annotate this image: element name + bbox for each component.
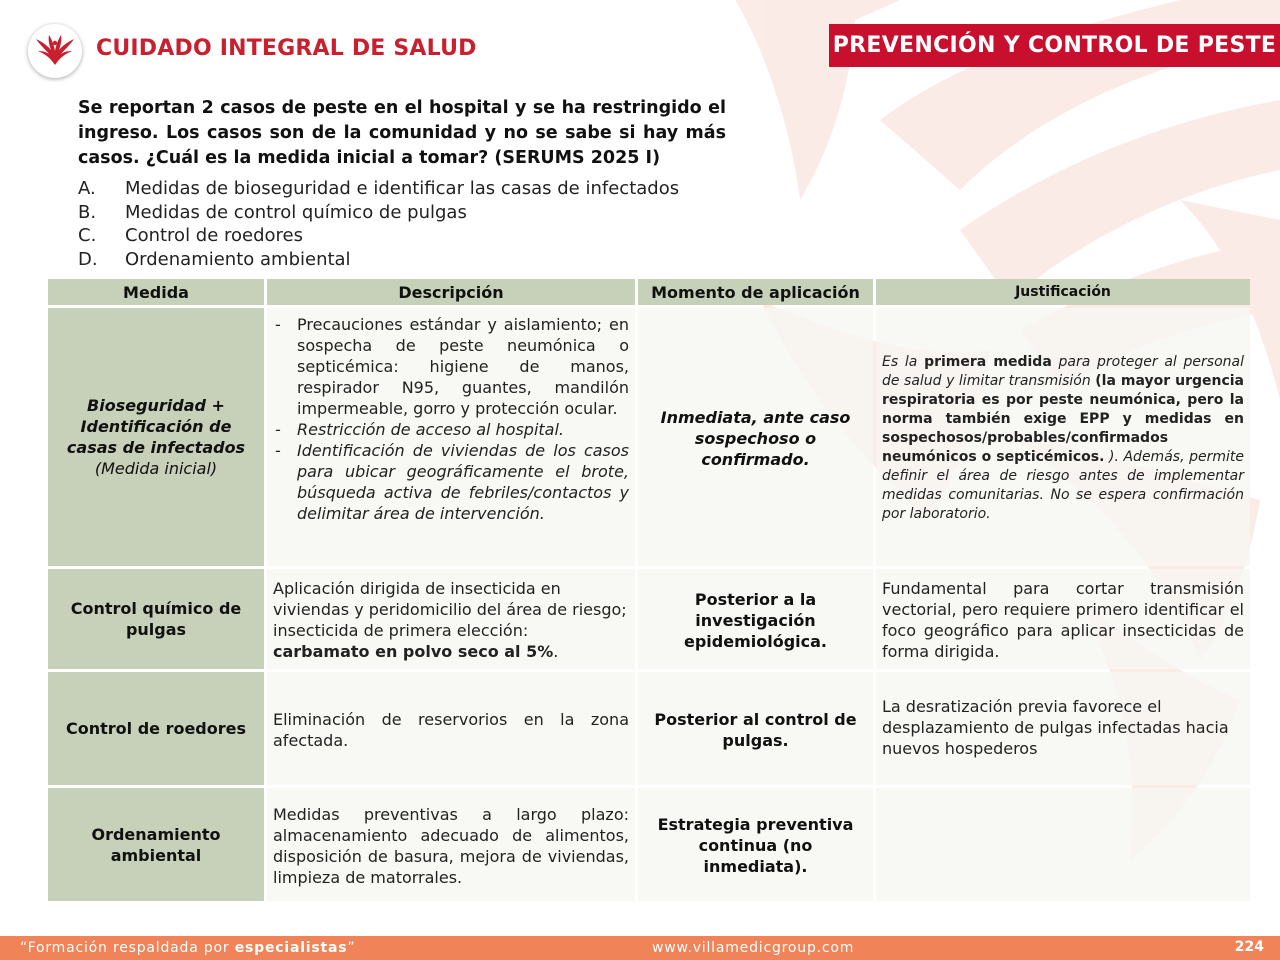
cell-justificacion: Fundamental para cortar transmisión vectorial, pero requiere primero identificar el foco geográfico para aplicar insecticidas de forma dirigida. [876, 569, 1250, 669]
option-a [78, 177, 778, 201]
cell-descripcion [267, 569, 635, 669]
cell-justificacion: La desratización previa favorece el desplazamiento de pulgas infectadas hacia nuevos hospederos [876, 672, 1250, 785]
table-header-row [48, 279, 1250, 305]
table-row [48, 569, 1250, 669]
desc-end: . [553, 642, 559, 661]
cell-medida [48, 308, 264, 566]
desc-item: - Identificación de viviendas de los casos para ubicar geográficamente el brote, búsqueda activa de febriles/contactos y delimitar área de intervención. [273, 440, 629, 524]
header-medida: Medida [48, 279, 264, 305]
table-row [48, 308, 1250, 566]
option-text: Medidas de control químico de pulgas [125, 201, 467, 223]
justificacion-text [882, 353, 1244, 524]
cell-medida: Control químico de pulgas [48, 569, 264, 669]
header-momento: Momento de aplicación [638, 279, 873, 305]
measures-table [45, 276, 1253, 904]
cell-descripcion: Eliminación de reservorios en la zona afectada. [267, 672, 635, 785]
option-d [78, 248, 778, 272]
answer-options [78, 177, 778, 271]
header-justificacion: Justificación [876, 279, 1250, 305]
table-row [48, 788, 1250, 901]
brand-title: CUIDADO INTEGRAL DE SALUD [96, 36, 477, 61]
option-b [78, 201, 778, 225]
phoenix-logo-icon [34, 31, 76, 71]
option-letter: C. [78, 225, 97, 246]
just-part: Es la [882, 353, 918, 370]
just-bold: primera medida [924, 353, 1052, 370]
just-part: ). Además, permite definir el área de riesgo antes de implementar medidas comunitarias. No se espera confirmación por laboratorio. [882, 448, 1244, 522]
option-c [78, 224, 778, 248]
cell-momento: Posterior a la investigación epidemiológica. [638, 569, 873, 669]
slogan-end: ” [347, 940, 356, 956]
page-number: 224 [1234, 939, 1264, 955]
cell-momento [638, 308, 873, 566]
cell-descripcion [267, 308, 635, 566]
momento-text: Inmediata, ante caso sospechoso o confirmado. [660, 407, 851, 469]
cell-medida: Control de roedores [48, 672, 264, 785]
footer-bar [0, 936, 1280, 960]
footer-slogan [20, 940, 355, 956]
option-letter: B. [78, 201, 97, 223]
cell-descripcion: Medidas preventivas a largo plazo: almacenamiento adecuado de alimentos, disposición de basura, mejora de viviendas, limpieza de matorrales. [267, 788, 635, 901]
option-text: Medidas de bioseguridad e identificar las casas de infectados [125, 178, 680, 199]
cell-justificacion [876, 788, 1250, 901]
table-row [48, 672, 1250, 785]
slogan-start: “Formación respaldada por [20, 940, 230, 956]
desc-item: - Precauciones estándar y aislamiento; en sospecha de peste neumónica o septicémica: higiene de manos, respirador N95, guantes, mandilón impermeable, gorro y protección ocular. [273, 314, 629, 419]
slogan-bold: especialistas [234, 940, 348, 956]
cell-medida: Ordenamiento ambiental [48, 788, 264, 901]
desc-text: Aplicación dirigida de insecticida en viviendas y peridomicilio del área de riesgo; insecticida de primera elección: [273, 579, 627, 640]
medida-main: Bioseguridad + Identificación de casas de infectados [66, 396, 246, 457]
option-text: Ordenamiento ambiental [125, 248, 351, 270]
header-descripcion: Descripción [267, 279, 635, 305]
footer-url[interactable]: www.villamedicgroup.com [652, 940, 855, 956]
logo [28, 24, 82, 78]
option-letter: A. [78, 178, 96, 199]
cell-momento: Estrategia preventiva continua (no inmediata). [638, 788, 873, 901]
desc-item: - Restricción de acceso al hospital. [273, 419, 629, 440]
cell-justificacion [876, 308, 1250, 566]
just-bold: (la mayor urgencia respiratoria es por peste neumónica, pero la norma también exige EPP y medidas en sospechosos/probables/confirmados neumónicos o septicémicos. [882, 372, 1245, 465]
question-text: Se reportan 2 casos de peste en el hospital y se ha restringido el ingreso. Los casos son de la comunidad y no se sabe si hay más casos. ¿Cuál es la medida inicial a tomar? (SERUMS 2025 I) [78, 98, 726, 168]
desc-bold: carbamato en polvo seco al 5% [273, 642, 554, 661]
just-part: para proteger al personal de salud y limitar transmisión [882, 353, 1244, 389]
cell-momento: Posterior al control de pulgas. [638, 672, 873, 785]
option-text: Control de roedores [125, 225, 303, 246]
topic-banner: PREVENCIÓN Y CONTROL DE PESTE [829, 24, 1280, 67]
medida-note: (Medida inicial) [94, 459, 218, 478]
option-letter: D. [78, 248, 98, 270]
